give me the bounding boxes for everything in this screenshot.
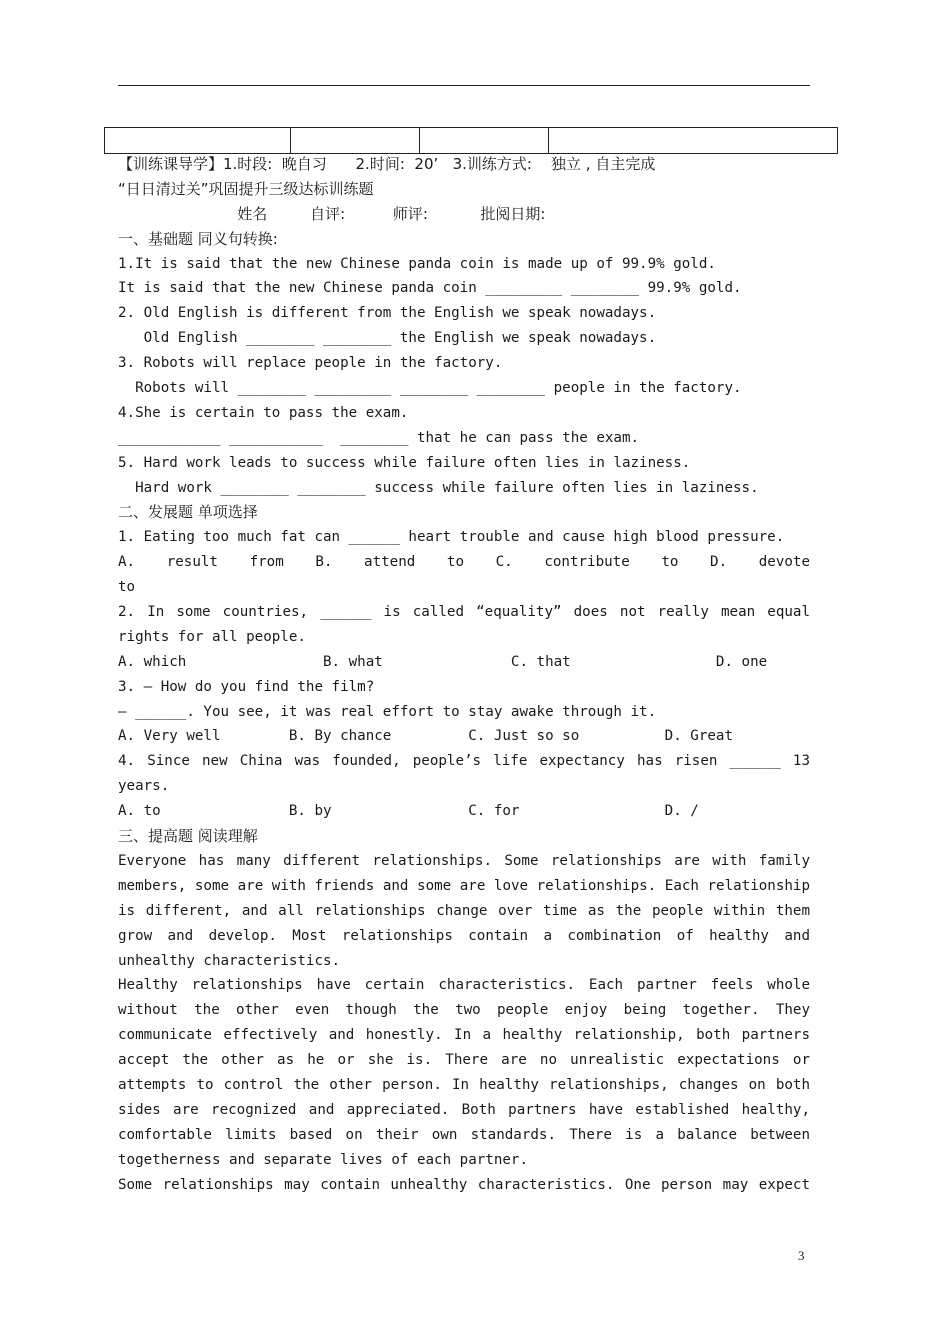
text-line: to — [118, 579, 136, 596]
text-line: 1. Eating too much fat can ______ heart trouble and cause high blood pressure. — [118, 529, 785, 546]
text-line: communicate effectively and honestly. In a healthy relationship, both partners — [118, 1027, 810, 1044]
text-line: 2. In some countries, ______ is called “equality” does not really mean equal — [118, 604, 810, 621]
text-line: comfortable limits based on their own standards. There is a balance between — [118, 1126, 810, 1143]
page-number: 3 — [798, 1248, 805, 1263]
text-line: It is said that the new Chinese panda coin _________ ________ 99.9% gold. — [118, 280, 742, 297]
text-line: — ______. You see, it was real effort to stay awake through it. — [118, 703, 657, 720]
header-rule — [118, 85, 810, 86]
text-line: 三、提高题 阅读理解 — [118, 827, 258, 846]
text-line: 3. — How do you find the film? — [118, 678, 375, 695]
text-line: 3. Robots will replace people in the factory. — [118, 355, 503, 372]
text-line: 二、发展题 单项选择 — [118, 503, 258, 522]
text-line: attempts to control the other person. In healthy relationships, changes on both — [118, 1076, 810, 1093]
text-line: A. result from B. attend to C. contribute to D. devote — [118, 554, 810, 571]
text-line: 5. Hard work leads to success while failure often lies in laziness. — [118, 454, 691, 471]
text-line: without the other even though the two people enjoy being together. They — [118, 1002, 810, 1019]
text-line: 【训练课导学】1.时段: 晚自习 2.时间: 20’ 3.训练方式: 独立 , 自主完成 — [118, 155, 656, 173]
text-line: Some relationships may contain unhealthy characteristics. One person may expect — [118, 1176, 810, 1193]
text-line: Hard work ________ ________ success while failure often lies in laziness. — [118, 479, 759, 496]
text-line: 1.It is said that the new Chinese panda coin is made up of 99.9% gold. — [118, 255, 716, 272]
text-line: togetherness and separate lives of each partner. — [118, 1151, 528, 1168]
header-cell-1 — [105, 128, 291, 154]
text-line: 一、基础题 同义句转换: — [118, 229, 278, 248]
text-line: sides are recognized and appreciated. Both partners have established healthy, — [118, 1101, 810, 1118]
text-line: Healthy relationships have certain characteristics. Each partner feels whole — [118, 977, 810, 994]
text-line: 4.She is certain to pass the exam. — [118, 404, 409, 421]
header-cell-3 — [420, 128, 549, 154]
document-body — [118, 152, 810, 1197]
text-line: ____________ ___________ ________ that he can pass the exam. — [118, 429, 640, 446]
text-line: A. Very well B. By chance C. Just so so D. Great — [118, 728, 733, 745]
text-line: accept the other as he or she is. There are no unrealistic expectations or — [118, 1052, 810, 1069]
header-cell-4 — [549, 128, 838, 154]
header-cell-2 — [291, 128, 420, 154]
text-line: 2. Old English is different from the English we speak nowadays. — [118, 305, 657, 322]
text-line: grow and develop. Most relationships contain a combination of healthy and — [118, 927, 810, 944]
text-line: is different, and all relationships change over time as the people within them — [118, 902, 810, 919]
text-line: rights for all people. — [118, 628, 306, 645]
text-line: Everyone has many different relationships. Some relationships are with family — [118, 852, 810, 869]
text-line: members, some are with friends and some are love relationships. Each relationship — [118, 877, 810, 894]
text-line: 4. Since new China was founded, people’s life expectancy has risen ______ 13 — [118, 753, 810, 770]
header-table — [104, 127, 838, 154]
text-line: 姓名 自评: 师评: 批阅日期: — [118, 204, 546, 223]
text-line: A. to B. by C. for D. / — [118, 803, 699, 820]
text-line: unhealthy characteristics. — [118, 952, 341, 969]
text-line: years. — [118, 778, 170, 795]
text-line: Robots will ________ _________ ________ ________ people in the factory. — [118, 380, 742, 397]
text-line: Old English ________ ________ the English we speak nowadays. — [118, 330, 657, 347]
text-line: A. which B. what C. that D. one — [118, 653, 768, 670]
text-line: “日日清过关”巩固提升三级达标训练题 — [118, 179, 374, 198]
